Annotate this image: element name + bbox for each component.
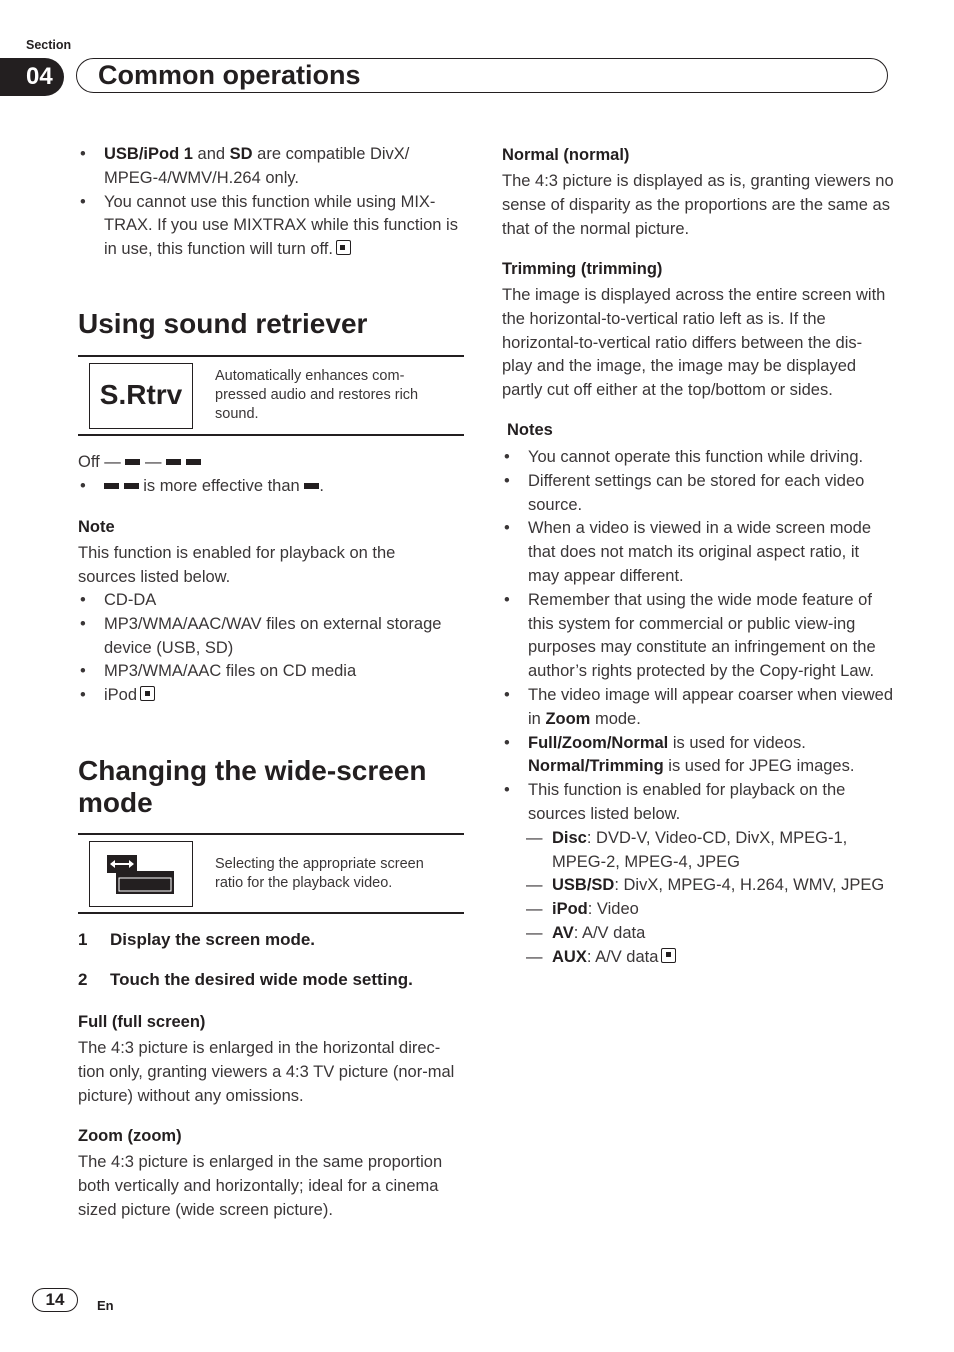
level-comparison: • is more effective than . [80,477,324,495]
language-label: En [97,1298,114,1313]
list-item: — USB/SD: DivX, MPEG-4, H.264, WMV, JPEG [526,876,885,895]
list-item: — Disc: DVD-V, Video-CD, DivX, MPEG-1, MPEG-2, MPEG-4, JPEG [526,828,848,871]
wide-mode-icon[interactable] [89,841,193,907]
level-1-icon [125,459,140,465]
list-item: — AUX: A/V data [526,946,894,970]
normal-text: The 4:3 picture is displayed as is, granting viewers no sense of disparity as the proportions are the same as that of the normal picture. [502,172,894,238]
wide-screen-icon [89,841,193,907]
end-of-section-icon [661,948,676,963]
list-item: • This function is enabled for playback on the sources listed below. — Disc: DVD-V, Video-CD, DivX, MPEG-1, MPEG-2, MPEG-4, JPEG — USB/SD: DivX, MPEG-4, H.264, WMV, JPEG — iPod: Video — AV: A/V data — AUX: A/V data [502,779,894,969]
wide-screen-feature-box [78,833,464,914]
list-item: — iPod: Video [526,900,639,919]
list-item: • Remember that using the wide mode feature of this system for commercial or public view-ing purposes may constitute an infringement on the author’s rights protected by the Copy-right Law. [504,590,876,681]
full-heading: Full (full screen) [78,1013,206,1031]
sound-retriever-feature-box [78,355,464,436]
list-item: • MP3/WMA/AAC files on CD media [80,662,357,681]
list-item: • USB/iPod 1 and SD are compatible DivX/ MPEG-4/WMV/H.264 only. [80,145,410,187]
list-item: — AV: A/V data [526,923,646,942]
feature-description: Selecting the appropriate screen ratio for the playback video. [215,856,424,891]
sound-retriever-levels: Off — — [78,451,201,475]
note-heading: Note [78,518,115,536]
level-2-icon [186,459,201,465]
level-2-icon [166,459,181,465]
heading-sound-retriever: Using sound retriever [78,308,368,339]
list-item: • The video image will appear coarser when viewed in Zoom mode. [504,685,894,728]
normal-heading: Normal (normal) [502,146,630,164]
note-text: This function is enabled for playback on the sources listed below. [78,544,396,586]
list-item: • Full/Zoom/Normal is used for videos. Normal/Trimming is used for JPEG images. [504,733,855,776]
step-1: 1 Display the screen mode. [78,930,316,949]
video-source-list [526,827,894,970]
list-item: • Different settings can be stored for each video source. [504,471,865,514]
source-list [78,589,468,708]
list-item: • When a video is viewed in a wide screen mode that does not match its original aspect ratio, it may appear different. [504,519,872,585]
list-item: • You cannot use this function while using MIX-TRAX. If you use MIXTRAX while this function is in use, this function will turn off. [80,192,458,259]
level-1-icon [304,483,319,489]
level-2-icon [104,483,119,489]
intro-bullets [78,143,468,262]
feature-description: Automatically enhances com-pressed audio and restores rich sound. [215,368,419,422]
list-item: • MP3/WMA/AAC/WAV files on external storage device (USB, SD) [80,614,442,657]
srtrv-icon[interactable]: S.Rtrv [89,363,193,429]
section-number-tab: 04 [0,58,64,96]
list-item: • iPod [78,684,468,708]
page-number: 14 [32,1288,78,1312]
step-2: 2 Touch the desired wide mode setting. [78,970,413,989]
heading-wide-screen: Changing the wide-screen mode [78,755,427,818]
notes-list [502,446,894,970]
level-2-icon [124,483,139,489]
end-of-section-icon [336,240,351,255]
section-label: Section [26,38,72,52]
list-item: • You cannot operate this function while driving. [504,448,864,466]
trimming-text: The image is displayed across the entire screen with the horizontal-to-vertical ratio left as is. If the horizontal-to-vertical ratio differs between the dis-play and the image, the image may be displayed partly cut off either at the top/bottom or sides. [502,286,886,400]
zoom-heading: Zoom (zoom) [78,1127,182,1145]
end-of-section-icon [140,686,155,701]
section-title: Common operations [98,60,361,90]
zoom-text: The 4:3 picture is enlarged in the same proportion both vertically and horizontally; ideal for a cinema sized picture (wide screen picture). [78,1153,443,1219]
trimming-heading: Trimming (trimming) [502,260,663,278]
notes-heading: Notes [507,421,553,439]
list-item: • CD-DA [80,591,157,609]
full-text: The 4:3 picture is enlarged in the horizontal direc-tion only, granting viewers a 4:3 TV picture (nor-mal picture) without any omissions. [78,1039,455,1105]
